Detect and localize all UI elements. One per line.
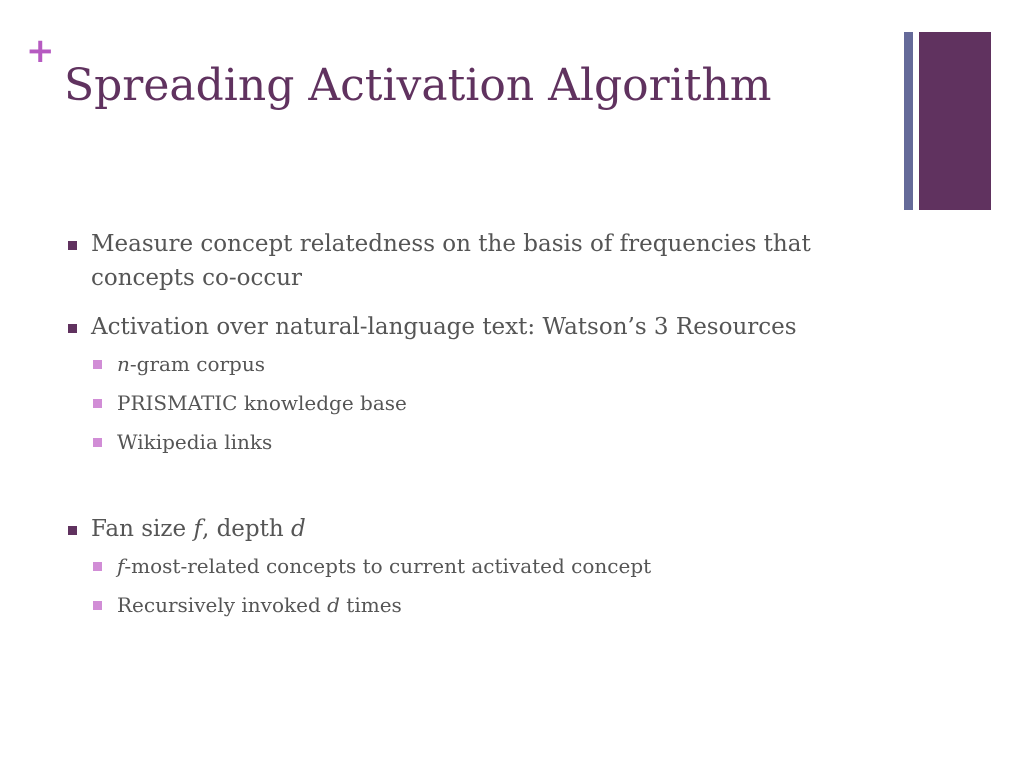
sub-bullet-text: times [339,593,402,617]
variable-f: f [193,516,202,542]
variable-d: d [291,516,306,542]
square-bullet-icon [93,438,102,447]
bullet-item [66,310,886,462]
plus-icon: + [26,31,55,71]
sub-bullet-item [91,586,886,625]
slide-body [66,227,886,625]
sub-bullet-text: -most-related concepts to current activated concept [124,554,652,578]
bullet-item [66,227,886,295]
slide-title: Spreading Activation Algorithm [64,60,772,111]
sub-bullet-list [91,345,886,462]
sub-bullet-text: PRISMATIC knowledge base [117,391,407,415]
bullet-text: Activation over natural-language text: Watson’s 3 Resources [91,314,797,340]
sub-bullet-text: Recursively invoked [117,593,328,617]
sub-bullet-text: -gram corpus [129,352,266,376]
variable-d: d [327,593,340,617]
decorative-stripe [904,32,913,210]
sub-bullet-text: Wikipedia links [117,430,273,454]
square-bullet-icon [93,601,102,610]
square-bullet-icon [68,324,77,333]
bullet-text-part: , depth [201,516,291,542]
square-bullet-icon [93,562,102,571]
variable-n: n [117,352,130,376]
sub-bullet-item [91,345,886,384]
square-bullet-icon [93,399,102,408]
bullet-text-part: Fan size [91,516,194,542]
decorative-block [919,32,991,210]
sub-bullet-list [91,547,886,625]
bullet-item [66,512,886,625]
square-bullet-icon [68,526,77,535]
square-bullet-icon [68,241,77,250]
variable-f: f [117,554,125,578]
square-bullet-icon [93,360,102,369]
bullet-text: Measure concept relatedness on the basis of frequencies that concepts co-occur [91,231,811,291]
bullet-list [66,227,886,625]
sub-bullet-item [91,423,886,462]
sub-bullet-item [91,384,886,423]
sub-bullet-item [91,547,886,586]
